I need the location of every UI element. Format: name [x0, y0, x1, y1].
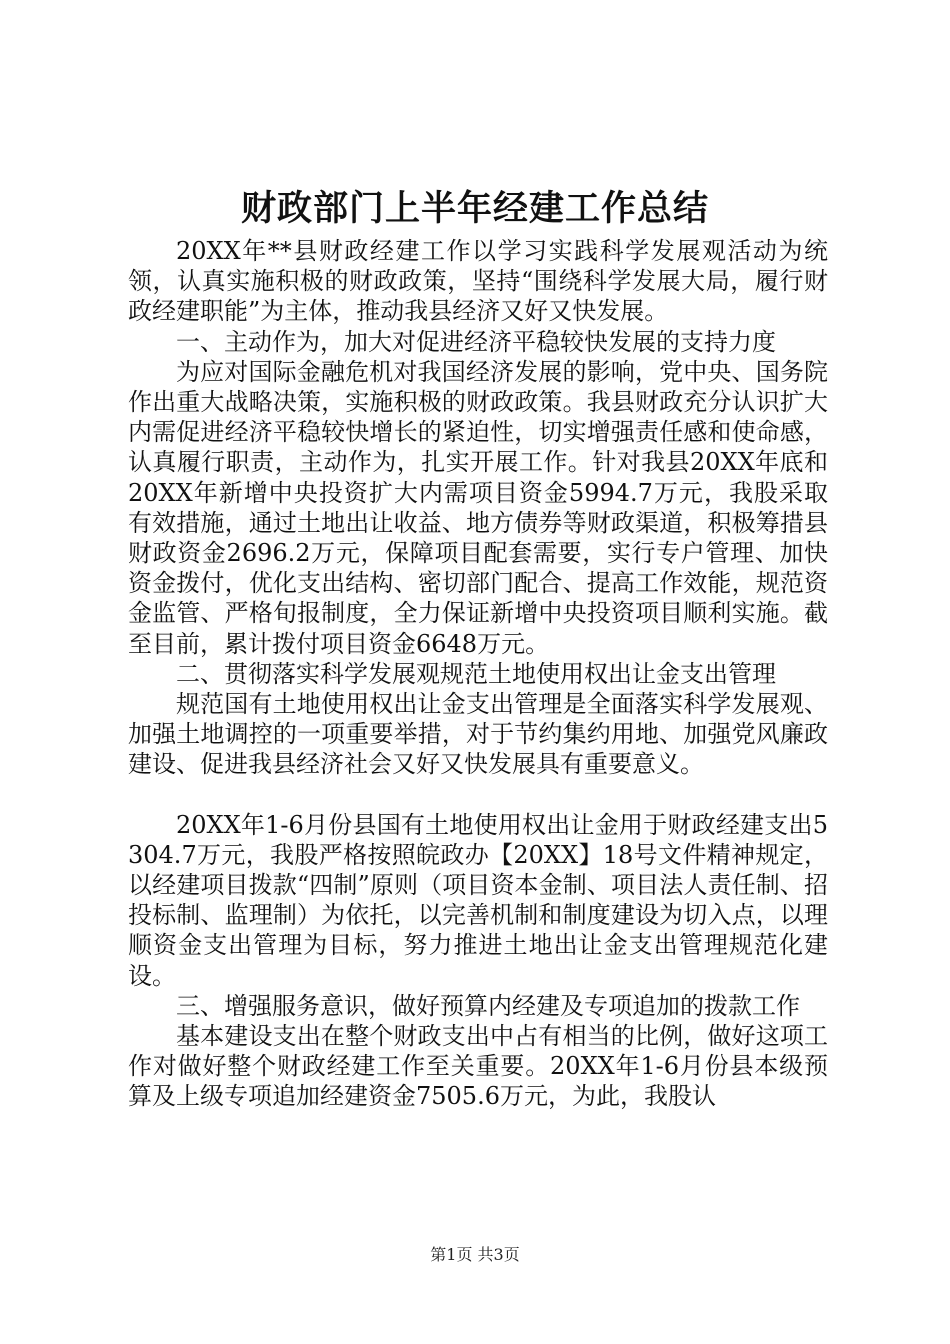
- paragraph-section-1: 为应对国际金融危机对我国经济发展的影响，党中央、国务院作出重大战略决策，实施积极的财政政策。我县财政充分认识扩大内需促进经济平稳较快增长的紧迫性，切实增强责任感和使命感，认真履行职责，主动作为，扎实开展工作。针对我县20XX年底和20XX年新增中央投资扩大内需项目资金5994.7万元，我股采取有效措施，通过土地出让收益、地方债券等财政渠道，积极筹措县财政资金2696.2万元，保障项目配套需要，实行专户管理、加快资金拨付，优化支出结构、密切部门配合、提高工作效能，规范资金监管、严格旬报制度，全力保证新增中央投资项目顺利实施。截至目前，累计拨付项目资金6648万元。: [128, 357, 828, 658]
- paragraph-intro: 20XX年**县财政经建工作以学习实践科学发展观活动为统领，认真实施积极的财政政策，坚持“围绕科学发展大局，履行财政经建职能”为主体，推动我县经济又好又快发展。: [128, 237, 828, 326]
- paragraph-section-2a: 规范国有土地使用权出让金支出管理是全面落实科学发展观、加强土地调控的一项重要举措，对于节约集约用地、加强党风廉政建设、促进我县经济社会又好又快发展具有重要意义。: [128, 690, 828, 779]
- section-heading-1: 一、主动作为，加大对促进经济平稳较快发展的支持力度: [176, 327, 776, 356]
- document-body: [128, 236, 828, 1112]
- paragraph-spacer: [128, 780, 828, 810]
- page-footer: 第1页 共3页: [430, 1245, 520, 1264]
- document-title: 财政部门上半年经建工作总结: [240, 188, 709, 229]
- paragraph-section-3: 基本建设支出在整个财政支出中占有相当的比例，做好这项工作对做好整个财政经建工作至关重要。20XX年1-6月份县本级预算及上级专项追加经建资金7505.6万元，为此，我股认: [128, 1022, 828, 1111]
- section-heading-2: 二、贯彻落实科学发展观规范土地使用权出让金支出管理: [176, 659, 776, 688]
- section-heading-3: 三、增强服务意识，做好预算内经建及专项追加的拨款工作: [176, 991, 800, 1020]
- paragraph-section-2b: 20XX年1-6月份县国有土地使用权出让金用于财政经建支出5304.7万元，我股严格按照皖政办【20XX】18号文件精神规定，以经建项目拨款“四制”原则（项目资本金制、项目法人责任制、招投标制、监理制）为依托，以完善机制和制度建设为切入点，以理顺资金支出管理为目标，努力推进土地出让金支出管理规范化建设。: [128, 810, 828, 990]
